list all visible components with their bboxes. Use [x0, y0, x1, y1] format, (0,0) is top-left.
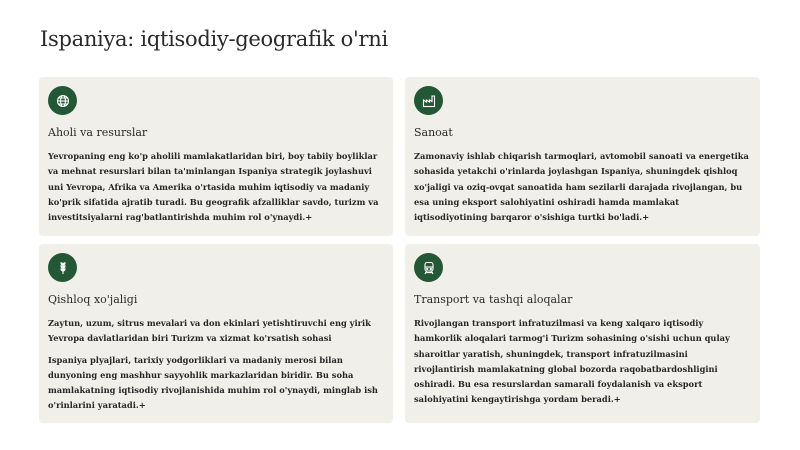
factory-icon [414, 86, 443, 115]
page-title: Ispaniya: iqtisodiy-geografik o'rni [40, 27, 388, 51]
wheat-icon [48, 253, 77, 282]
card-text: Zamonaviy ishlab chiqarish tarmoqlari, avtomobil sanoati va energetika sohasida yetakchi o'rinlarda joylashgan Ispaniya, shuningdek qishloq xo'jaligi va oziq-ovqat sanoatida ham sezilarli darajada rivojlangan, bu esa uning eksport salohiyatini oshiradi hamda mamlakat iqtisodiyotining barqaror o'sishiga turtki bo'ladi.+ [414, 151, 749, 223]
card-agriculture [39, 244, 393, 423]
card-title: Transport va tashqi aloqalar [414, 293, 573, 306]
card-transport [405, 244, 760, 423]
card-text: Rivojlangan transport infratuzilmasi va keng xalqaro iqtisodiy hamkorlik aloqalari tarmog'i Turizm sohasining o'sishi uchun qulay sharoitlar yaratish, shuningdek, transport infratuzilmasini rivojlantirish mamlakatning global bozorda raqobatbardoshligini oshiradi. Bu esa resurslardan samarali foydalanish va eksport salohiyatini kengaytirishga yordam beradi.+ [414, 318, 730, 405]
card-title: Qishloq xo'jaligi [48, 293, 138, 306]
card-text: Yevropaning eng ko'p aholili mamlakatlaridan biri, boy tabiiy boyliklar va mehnat resurslari bilan ta'minlangan Ispaniya strategik joylashuvi uni Yevropa, Afrika va Amerika o'rtasida muhim iqtisodiy va madaniy ko'prik sifatida ajratib turadi. Bu geografik afzalliklar savdo, turizm va investitsiyalarni rag'batlantirishda muhim rol o'ynaydi.+ [48, 151, 379, 223]
card-text: Zaytun, uzum, sitrus mevalari va don ekinlari yetishtiruvchi eng yirik Yevropa davlatlaridan biri Turizm va xizmat ko'rsatish sohasi [48, 318, 371, 344]
card-title: Sanoat [414, 126, 453, 139]
train-icon [414, 253, 443, 282]
globe-icon [48, 86, 77, 115]
card-industry [405, 77, 760, 236]
card-text: Ispaniya plyajlari, tarixiy yodgorliklari va madaniy merosi bilan dunyoning eng mashhur sayyohlik markazlaridan biridir. Bu soha mamlakatning iqtisodiy rivojlanishida muhim rol o'ynaydi, minglab ish o'rinlarini yaratadi.+ [48, 354, 378, 411]
card-title: Aholi va resurslar [48, 126, 148, 139]
card-population-resources [39, 77, 393, 236]
